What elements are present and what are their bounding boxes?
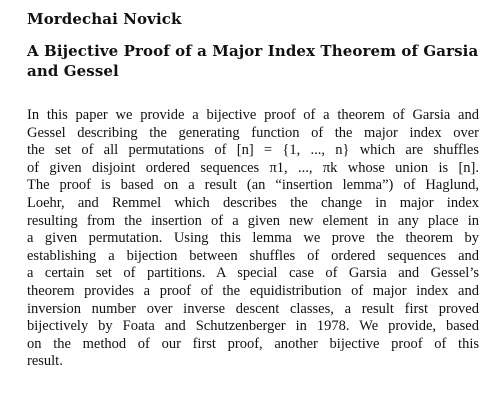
abstract-line: theorem provides a proof of the equidistribution of major index and xyxy=(27,282,479,299)
abstract-line: In this paper we provide a bijective proof of a theorem of Garsia and xyxy=(27,107,479,123)
paper-page xyxy=(27,10,479,371)
paper-title-line: A Bijective Proof of a Major Index Theorem of Garsia xyxy=(27,42,479,60)
paper-title-line: and Gessel xyxy=(27,62,119,80)
abstract-line: establishing a bijection between shuffles of ordered sequences and xyxy=(27,247,479,264)
abstract-line: on the method of our first proof, another bijective proof of this xyxy=(27,335,479,352)
abstract-line: resulting from the insertion of a given new element in any place in xyxy=(27,212,479,229)
abstract-line: a given permutation. Using this lemma we prove the theorem by xyxy=(27,230,479,247)
abstract-line: Gessel describing the generating function of the major index over xyxy=(27,124,479,141)
abstract-line: bijectively by Foata and Schutzenberger in 1978. We provide, based xyxy=(27,318,479,335)
abstract-line: The proof is based on a result (an “insertion lemma”) of Haglund, xyxy=(27,177,479,194)
abstract-line: Loehr, and Remmel which describes the change in major index xyxy=(27,194,479,211)
abstract-line: of given disjoint ordered sequences π1, ..., πk whose union is [n]. xyxy=(27,159,479,176)
author-name: Mordechai Novick xyxy=(27,10,182,28)
paper-title xyxy=(27,41,479,81)
abstract-line: inversion number over inverse descent classes, a result first proved xyxy=(27,300,479,317)
abstract-line: a certain set of partitions. A special case of Garsia and Gessel’s xyxy=(27,265,479,282)
abstract xyxy=(27,107,479,371)
abstract-line: the set of all permutations of [n] = {1, ..., n} which are shuffles xyxy=(27,142,479,159)
abstract-line: result. xyxy=(27,353,63,370)
